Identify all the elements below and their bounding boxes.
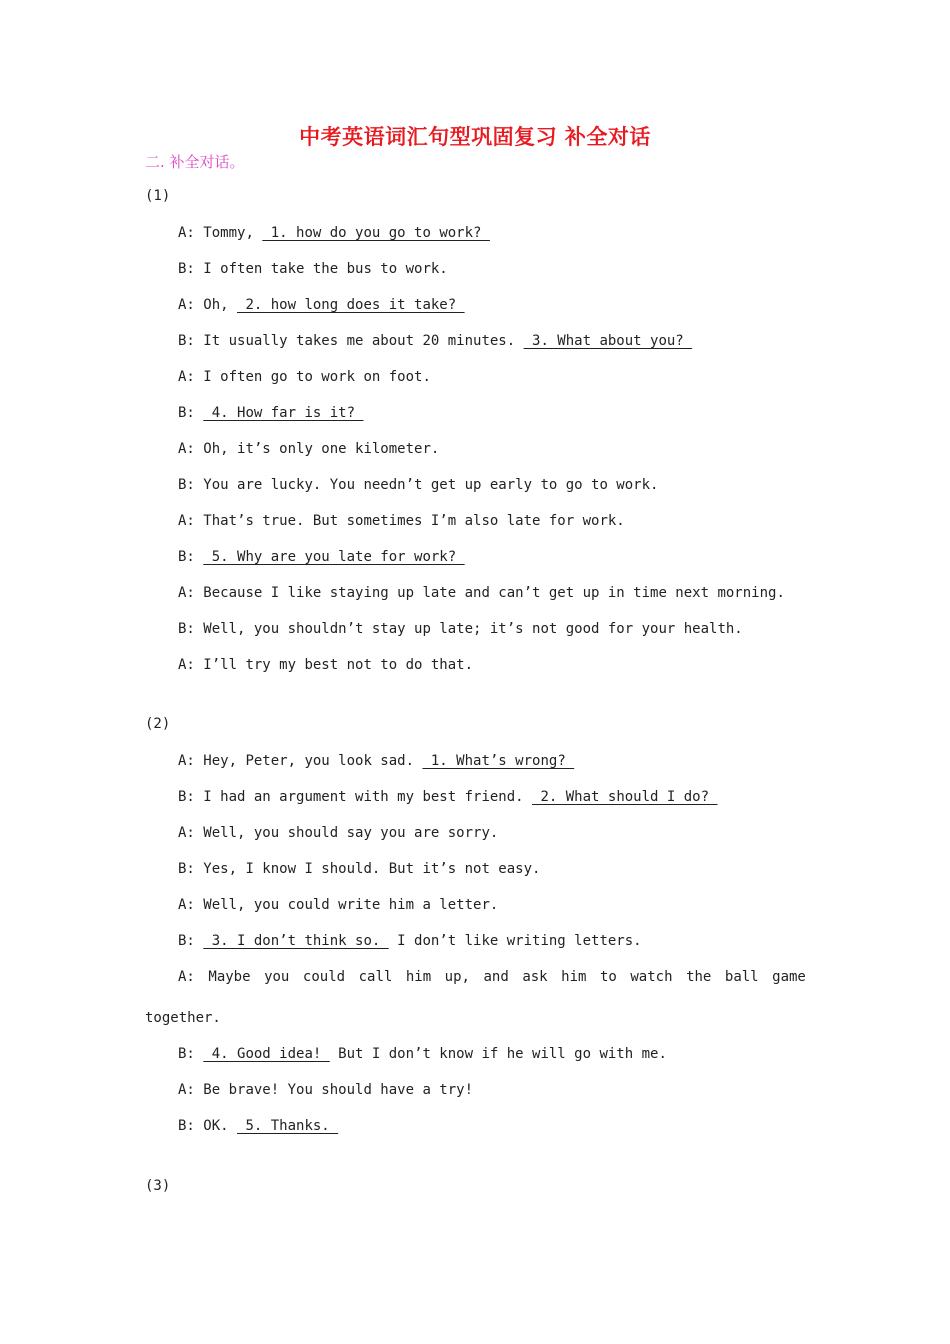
dialogue-line: [178, 1046, 667, 1062]
dialogue-label: (2): [145, 716, 171, 732]
dialogue-line: [178, 369, 439, 385]
dialogue-text: Because I like staying up late and can’t get up in time next morning.: [203, 585, 794, 601]
dialogue-line: [178, 969, 806, 985]
dialogue-word: ask: [522, 969, 548, 985]
dialogue-text: I had an argument with my best friend.: [203, 789, 533, 805]
dialogue-text: That’s true. But sometimes I’m also late for work.: [203, 513, 634, 529]
dialogue-text: You are lucky. You needn’t get up early to go to work.: [203, 477, 667, 493]
dialogue-line: [178, 897, 507, 913]
answer-blank: 5. Thanks.: [237, 1118, 339, 1134]
dialogue-text: I’ll try my best not to do that.: [203, 657, 482, 673]
dialogue-word: ball: [724, 969, 759, 985]
answer-blank: 4. Good idea!: [203, 1046, 330, 1062]
speaker-label: B:: [178, 933, 204, 949]
dialogue-text: Well, you shouldn’t stay up late; it’s not good for your health.: [203, 621, 752, 637]
answer-blank: 5. Why are you late for work?: [203, 549, 465, 565]
dialogue-word: to: [599, 969, 617, 985]
dialogue-line: [178, 441, 448, 457]
dialogue-word: game: [772, 969, 806, 985]
speaker-label: B:: [178, 1046, 204, 1062]
speaker-label: B:: [178, 621, 204, 637]
dialogue-word: you: [264, 969, 290, 985]
dialogue-text: But I don’t know if he will go with me.: [329, 1046, 667, 1062]
dialogue-line: [178, 789, 717, 805]
answer-blank: 4. How far is it?: [203, 405, 364, 421]
speaker-label: B:: [178, 861, 204, 877]
answer-blank: 3. I don’t think so.: [203, 933, 389, 949]
section-heading: 二. 补全对话。: [145, 153, 245, 171]
speaker-label: B:: [178, 333, 204, 349]
speaker-label: A:: [178, 753, 204, 769]
dialogue-line: [178, 621, 751, 637]
speaker-label: B:: [178, 1118, 204, 1134]
dialogue-text: I often go to work on foot.: [203, 369, 440, 385]
dialogue-text: Be brave! You should have a try!: [203, 1082, 482, 1098]
speaker-label: B:: [178, 789, 204, 805]
dialogue-line: [178, 261, 456, 277]
dialogue-label: (3): [145, 1178, 171, 1194]
speaker-label: A:: [178, 369, 204, 385]
dialogue-line: [178, 585, 793, 601]
speaker-label: A:: [178, 1082, 204, 1098]
dialogue-word: A:: [178, 969, 195, 985]
dialogue-word: Maybe: [208, 969, 251, 985]
speaker-label: A:: [178, 297, 204, 313]
dialogue-line: [178, 861, 549, 877]
dialogue-label: (1): [145, 188, 171, 204]
dialogue-line: [178, 1118, 338, 1134]
speaker-label: A:: [178, 225, 204, 241]
speaker-label: A:: [178, 585, 204, 601]
dialogue-word: watch: [630, 969, 673, 985]
dialogue-word: him: [561, 969, 587, 985]
speaker-label: A:: [178, 657, 204, 673]
dialogue-line: [178, 405, 363, 421]
dialogue-line: [178, 513, 633, 529]
dialogue-line: [178, 297, 465, 313]
speaker-label: A:: [178, 513, 204, 529]
page-title: 中考英语词汇句型巩固复习 补全对话: [299, 124, 651, 149]
dialogue-word: up,: [444, 969, 470, 985]
speaker-label: B:: [178, 405, 204, 421]
answer-blank: 1. What’s wrong?: [422, 753, 575, 769]
dialogue-line: [178, 477, 667, 493]
dialogue-text: Tommy,: [203, 225, 263, 241]
dialogue-word: the: [686, 969, 712, 985]
speaker-label: A:: [178, 825, 204, 841]
dialogue-line: [178, 825, 507, 841]
dialogue-line-continuation: together.: [145, 1010, 221, 1026]
dialogue-word: him: [405, 969, 432, 985]
dialogue-line: [178, 1082, 481, 1098]
dialogue-text: OK.: [203, 1118, 238, 1134]
dialogue-line: [178, 657, 481, 673]
answer-blank: 3. What about you?: [523, 333, 693, 349]
dialogue-line: [178, 225, 490, 241]
speaker-label: B:: [178, 261, 204, 277]
dialogue-word: could: [302, 969, 346, 985]
dialogue-text: Oh, it’s only one kilometer.: [203, 441, 448, 457]
dialogue-line: [178, 333, 692, 349]
dialogue-line: [178, 753, 574, 769]
dialogue-text: Well, you should say you are sorry.: [203, 825, 507, 841]
speaker-label: B:: [178, 549, 204, 565]
dialogue-text: Yes, I know I should. But it’s not easy.: [203, 861, 549, 877]
speaker-label: A:: [178, 441, 204, 457]
dialogue-word: and: [483, 969, 509, 985]
dialogue-text: It usually takes me about 20 minutes.: [203, 333, 524, 349]
dialogue-text: Oh,: [203, 297, 238, 313]
dialogue-line: [178, 933, 642, 949]
dialogue-word: call: [358, 969, 393, 985]
dialogue-text: Well, you could write him a letter.: [203, 897, 507, 913]
dialogue-text: I often take the bus to work.: [203, 261, 457, 277]
dialogue-text: Hey, Peter, you look sad.: [203, 753, 423, 769]
speaker-label: A:: [178, 897, 204, 913]
answer-blank: 1. how do you go to work?: [262, 225, 490, 241]
dialogue-line: [178, 549, 465, 565]
dialogue-text: I don’t like writing letters.: [388, 933, 642, 949]
speaker-label: B:: [178, 477, 204, 493]
answer-blank: 2. What should I do?: [532, 789, 718, 805]
answer-blank: 2. how long does it take?: [237, 297, 465, 313]
